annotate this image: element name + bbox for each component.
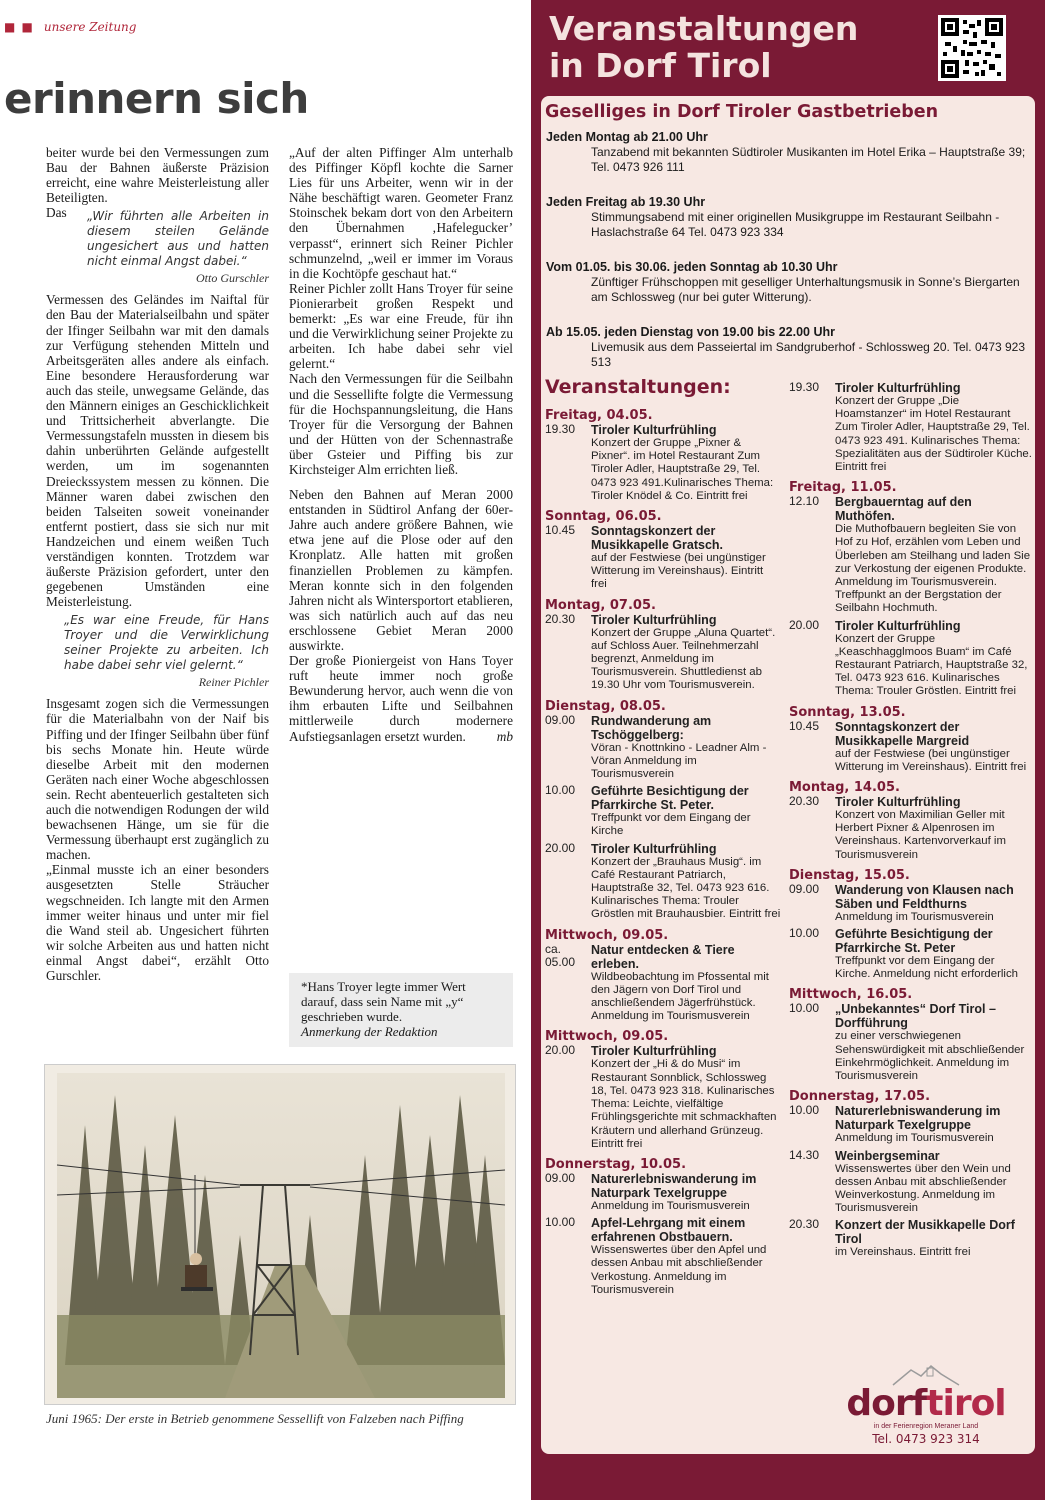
event-text: Konzert der Gruppe „Keaschhagglmoos Buam“ im Café Restaurant Patriarch, Hauptstraße 32, Tel. 0473 923 616. Kulinarisches Thema: Trouler Gröstlen. Eintritt frei	[835, 632, 1028, 698]
pull-quote-text: „Wir führten alle Arbeiten in diesem steilen Gelände ungesichert aus und hatten nicht einmal Angst dabei.“	[87, 209, 269, 269]
event-body	[591, 423, 781, 503]
event-text: Anmeldung im Tourismusverein	[835, 1132, 994, 1145]
event-body	[835, 619, 1033, 699]
event-title: Konzert der Musikkapelle Dorf Tirol	[835, 1218, 1015, 1247]
dorftirol-logo	[831, 1364, 1021, 1446]
panel-title	[549, 10, 858, 84]
pull-quote-text: „Es war eine Freude, für Hans Troyer und die Verwirklichung seiner Projekte zu arbeiten. Ich habe dabei sehr viel gelernt.“	[64, 613, 269, 673]
event-time: 20.30	[545, 611, 576, 626]
event-text: Anmeldung im Tourismusverein	[835, 910, 994, 923]
event-body	[835, 1104, 1033, 1145]
event-title: „Unbekanntes“ Dorf Tirol – Dorfführung	[835, 1002, 996, 1031]
event-body	[835, 1002, 1033, 1083]
event-time: 10.00	[545, 783, 576, 798]
photo-caption: Juni 1965: Der erste in Betrieb genommene Sessellift von Falzeben nach Piffing	[46, 1411, 464, 1426]
event-body	[591, 714, 781, 782]
editor-note-text: *Hans Troyer legte immer Wert darauf, dass sein Name mit „y“ geschrieben wurde.	[301, 979, 466, 1024]
event-item	[789, 883, 1033, 924]
event-item	[545, 423, 781, 503]
pull-quote-author: Otto Gurschler	[196, 271, 269, 286]
event-item	[545, 784, 781, 838]
event-text: Wissenswertes über den Apfel und dessen Anbau mit abschließender Verkostung. Anmeldung im Tourismusverein	[591, 1244, 767, 1296]
event-text: auf der Festwiese (bei ungünstiger Witterung im Vereinshaus). Eintritt frei	[835, 747, 1027, 773]
paragraph: beiter wurde bei den Vermessungen zum Bau der Bahnen äußerste Präzision erreicht, eine wahre Meisterleistung aller Beteiligten.	[46, 145, 269, 206]
event-text: Anmeldung im Tourismusverein	[591, 1199, 750, 1212]
logo-subtitle: in der Ferienregion Meraner Land	[873, 1423, 979, 1430]
event-title: Wanderung von Klausen nach Säben und Feldthurns	[835, 882, 1014, 911]
event-title: Sonntagskonzert der Musikkapelle Margreid	[835, 719, 970, 748]
event-time: 09.00	[545, 1170, 576, 1185]
gastro-when: Vom 01.05. bis 30.06. jeden Sonntag ab 10.30 Uhr	[546, 260, 838, 274]
event-body	[591, 1044, 781, 1150]
event-title: Natur entdecken & Tiere erleben.	[591, 942, 735, 971]
event-item	[789, 927, 1033, 981]
event-text: Konzert von Maximilian Geller mit Herbert Pixner & Alpenrosen im Vereinshaus. Kartenvorverkauf im Tourismusverein	[835, 809, 1006, 861]
headline: erinnern sich	[4, 74, 309, 123]
event-body	[835, 1218, 1033, 1259]
event-body	[835, 927, 1033, 981]
event-time: 20.30	[789, 1217, 820, 1232]
event-time: 09.00	[789, 881, 820, 896]
event-text: Wissenswertes über den Wein und dessen Anbau mit abschließender Weinverkostung. Anmeldung im Tourismusverein	[835, 1162, 1011, 1215]
event-day-heading: Dienstag, 15.05.	[789, 867, 910, 883]
paragraph	[46, 609, 269, 862]
gastro-list	[546, 130, 1030, 390]
event-item	[789, 381, 1033, 474]
event-item	[545, 613, 781, 693]
event-time: 20.30	[789, 794, 820, 809]
event-item	[789, 1218, 1033, 1259]
event-day-heading: Sonntag, 06.05.	[545, 509, 662, 525]
event-text: Konzert der Gruppe „Pixner & Pixner“. im Hotel Restaurant Zum Tiroler Adler, Hauptstraße 29, Tel. 0473 923 491.Kulinarisches Thema: Tiroler Knödel & Co. Eintritt frei	[591, 437, 774, 502]
gastro-item	[546, 325, 1030, 370]
event-text: Treffpunkt vor dem Eingang der Kirche. Anmeldung nicht erforderlich	[835, 955, 1018, 981]
event-time: 20.00	[545, 1043, 576, 1058]
author-signature: mb	[496, 728, 513, 744]
event-day-heading: Dienstag, 08.05.	[545, 698, 666, 714]
event-time: 20.00	[789, 617, 820, 632]
event-item	[545, 714, 781, 782]
event-text: auf der Festwiese (bei ungünstiger Witterung im Vereinshaus). Eintritt frei	[591, 552, 766, 591]
event-text: Die Muthofbauern begleiten Sie von Hof zu Hof, erzählen vom Leben und Überleben am Steilhang und laden Sie zur Verkostung der eigenen Produkte. Anmeldung im Tourismusverein. Treffpunkt an der Bergstation der Seilbahn Hochmuth.	[835, 523, 1031, 615]
event-item	[789, 495, 1033, 615]
event-time: 19.30	[545, 422, 576, 436]
event-item	[789, 1149, 1033, 1216]
event-item	[789, 1104, 1033, 1145]
event-body	[591, 1172, 781, 1213]
gastro-when: Jeden Freitag ab 19.30 Uhr	[546, 195, 706, 209]
event-title: Tiroler Kulturfrühling	[591, 423, 717, 437]
photo-illustration	[45, 1065, 516, 1405]
event-day-heading: Mittwoch, 09.05.	[545, 927, 669, 943]
event-time: 10.00	[789, 1001, 820, 1016]
event-time: 10.00	[545, 1215, 576, 1230]
event-text: zu einer verschwiegenen Sehenswürdigkeit mit abschließender Einkehrmöglichkeit. Anmeldung im Tourismusverein	[835, 1030, 1025, 1083]
pull-quote-author: Reiner Pichler	[198, 675, 269, 690]
paragraph-text: Insgesamt zogen sich die Vermessungen für die Materialbahn von der Naif bis Piffing und der Ifinger Seilbahn über fünf bis sechs Monate hin. Heute würde dieselbe Arbeit mit den modernen Geräten nach einer Woche abgeschlossen sein. Recht abenteuerlich gestalteten sich auch die notwendigen Rodungen der wild bewachsenen Hänge, um sie für die Vermessung überhaupt erst zugänglich zu machen.	[46, 696, 269, 863]
event-title: Tiroler Kulturfrühling	[591, 1044, 717, 1059]
event-title: Bergbauerntag auf den Muthöfen.	[835, 495, 972, 524]
paragraph: „Auf der alten Piffinger Alm unterhalb des Piffinger Köpfl kochte die Sarner Lies für uns Arbeiter, wenn wir in der Nähe beschäftigt waren. Geometer Franz Stoinschek bekam dort von den Arbeitern den Übernahmen ‚Hafelegucker’ verpasst“, erinnert sich Reiner Pichler schmunzelnd, „weil er immer im Voraus in die Kochtöpfe geschaut hat.“	[289, 145, 513, 281]
logo-phone: Tel. 0473 923 314	[872, 1432, 980, 1446]
event-time: 10.00	[789, 1103, 820, 1118]
brand-dots: ■ ■	[4, 20, 34, 34]
event-title: Rundwanderung am Tschöggelberg:	[591, 713, 712, 742]
panel-title-line-2: in Dorf Tirol	[549, 46, 772, 85]
event-item	[545, 1216, 781, 1297]
event-title: Tiroler Kulturfrühling	[835, 795, 961, 810]
event-time: 10.00	[789, 926, 820, 941]
event-item	[789, 795, 1033, 862]
event-day-heading: Sonntag, 13.05.	[789, 704, 906, 720]
logo-wordmark	[831, 1383, 1021, 1424]
gastro-desc: Tanzabend mit bekannten Südtiroler Musikanten im Hotel Erika – Hauptstraße 39; Tel. 0473 926 111	[591, 145, 1026, 174]
event-item	[545, 1172, 781, 1213]
event-title: Geführte Besichtigung der Pfarrkirche St. Peter	[835, 927, 993, 956]
event-day-heading: Freitag, 04.05.	[545, 408, 653, 423]
event-time: ca. 05.00	[545, 941, 576, 969]
panel-title-line-1: Veranstaltungen	[549, 9, 859, 48]
editor-note-sign: Anmerkung der Redaktion	[301, 1024, 438, 1039]
historic-photo-chairlift	[44, 1064, 516, 1405]
event-title: Naturerlebniswanderung im Naturpark Texelgruppe	[591, 1171, 757, 1200]
event-title: Geführte Besichtigung der Pfarrkirche St. Peter.	[591, 784, 749, 813]
logo-word-tirol: tirol	[926, 1383, 1006, 1424]
event-day-heading: Donnerstag, 10.05.	[545, 1156, 687, 1172]
event-title: Apfel-Lehrgang mit einem erfahrenen Obstbauern.	[591, 1216, 746, 1245]
event-time: 10.45	[789, 718, 820, 733]
events-panel	[531, 0, 1045, 1500]
event-text: Konzert der „Hi & do Musi“ im Restaurant Sonnblick, Schlossweg 18, Tel. 0473 923 318. Kulinarisches Thema: Leichte, vielfältige Frühlingsgerichte mit schmackhaften Kräutern und allerhand Grünzeug. Eintritt frei	[591, 1058, 777, 1150]
publication-brand	[4, 20, 136, 34]
event-time: 10.45	[545, 523, 576, 538]
events-card	[541, 96, 1035, 1454]
event-day-heading: Montag, 07.05.	[545, 597, 656, 613]
event-text: Konzert der Gruppe „Aluna Quartet“. auf Schloss Auer. Teilnehmerzahl begrenzt, Anmeldung im Tourismusverein. Shuttledienst ab 19.30 Uhr vom Tourismusverein.	[591, 626, 776, 692]
event-item	[545, 1044, 781, 1150]
event-day-heading: Mittwoch, 09.05.	[545, 1029, 669, 1045]
event-body	[835, 720, 1033, 774]
paragraph: „Einmal musste ich an einer besonders ausgesetzten Stelle Sträucher wegschneiden. Ich langte mit den Armen immer weiter hinaus und unter mir fiel die Wand steil ab. Ungesichert führten wir solche Arbeiten aus und hatten nicht einmal Angst dabei“, erzählt Otto Gurschler.	[46, 862, 269, 984]
event-title: Naturerlebniswanderung im Naturpark Texelgruppe	[835, 1104, 1001, 1133]
event-item	[545, 842, 781, 922]
event-item	[789, 720, 1033, 774]
gastro-desc: Stimmungsabend mit einer originellen Musikgruppe im Restaurant Seilbahn - Haslachstraße 64 Tel. 0473 923 334	[591, 210, 1000, 239]
event-day-heading: Montag, 14.05.	[789, 780, 900, 796]
event-item	[789, 1002, 1033, 1083]
event-body	[835, 795, 1033, 862]
event-time: 12.10	[789, 494, 820, 509]
event-title: Tiroler Kulturfrühling	[591, 612, 717, 627]
paragraph: Reiner Pichler zollt Hans Troyer für seine Pionierarbeit großen Respekt und bemerkt: „Es war eine Freude, für ihn und die Verwirklichung seiner Projekte zu arbeiten. Ich habe dabei sehr viel gelernt.“	[289, 280, 513, 372]
event-item	[545, 524, 781, 592]
event-title: Sonntagskonzert der Musikkapelle Gratsch.	[591, 524, 724, 553]
event-title: Tiroler Kulturfrühling	[835, 381, 961, 395]
gastro-when: Jeden Montag ab 21.00 Uhr	[546, 130, 708, 144]
gastro-item	[546, 260, 1030, 305]
event-text: Konzert der Gruppe „Die Hoamstanzer“ im Hotel Restaurant Zum Tiroler Adler, Hauptstraße 29, Tel. 0473 923 491. Kulinarisches Thema: Spezialitäten aus der Südtiroler Küche. Eintritt frei	[835, 395, 1032, 474]
article-column-2	[289, 145, 513, 744]
events-column-left	[545, 408, 781, 1300]
event-body	[835, 883, 1033, 924]
event-item	[789, 619, 1033, 699]
event-body	[835, 495, 1033, 615]
events-column-right	[789, 381, 1033, 1263]
event-time: 09.00	[545, 712, 576, 727]
event-text: im Vereinshaus. Eintritt frei	[835, 1246, 971, 1259]
event-day-heading: Donnerstag, 17.05.	[789, 1089, 931, 1105]
gastro-when: Ab 15.05. jeden Dienstag von 19.00 bis 22.00 Uhr	[546, 325, 836, 339]
event-day-heading: Freitag, 11.05.	[789, 480, 897, 496]
event-item	[545, 943, 781, 1024]
event-title: Tiroler Kulturfrühling	[591, 841, 717, 856]
event-body	[835, 381, 1033, 474]
event-body	[835, 1149, 1033, 1216]
event-time: 14.30	[789, 1147, 820, 1162]
gastro-desc: Zünftiger Frühschoppen mit geselliger Unterhaltungsmusik in Sonne’s Biergarten am Schlossweg (nur bei guter Witterung).	[591, 275, 1020, 304]
events-heading: Veranstaltungen:	[545, 376, 731, 398]
event-title: Weinbergseminar	[835, 1148, 940, 1163]
brand-name: unsere Zeitung	[43, 20, 137, 34]
paragraph	[46, 205, 269, 609]
event-time: 20.00	[545, 840, 576, 855]
event-title: Tiroler Kulturfrühling	[835, 618, 961, 633]
pull-quote-2	[64, 613, 269, 690]
gastro-item	[546, 195, 1030, 240]
event-body	[591, 784, 781, 838]
paragraph-text: Der große Pioniergeist von Hans Toyer ruft heute immer noch große Bewunderung hervor, auch wenn die von ihm erbauten Lifte und Seilbahnen mittlerweile durch modernere Aufstiegsanlagen ersetzt wurden.	[289, 653, 513, 744]
qr-code-icon[interactable]	[938, 15, 1006, 81]
paragraph-text: Das Vermessen des Geländes im Naiftal für den Bau der Materialseilbahn und später der Ifinger Seilbahn war mit den damals zur Verfügung stehenden Mitteln und Arbeitsgeräten alles andere als einfach. Eine besondere Herausforderung war auch das steile, unwegsame Gelände, das den Männern einiges an Geschicklichkeit und Trittsicherheit abverlangte. Die Vermessungstafeln mussten in diesem bis dahin unberührten Gelände aufgestellt werden, um im sogenannten Dreieckssystem messen zu können. Die Männer waren dabei zwischen den beiden Talseiten soweit voneinander entfernt postiert, dass sie sich nur mit Handzeichen und einem weißen Tuch verständigen konnten. Trotzdem war äußerste Präzision gefordert, unter den gegebenen Umständen eine Meisterleistung.	[46, 205, 269, 610]
event-body	[591, 943, 781, 1024]
paragraph: Neben den Bahnen auf Meran 2000 entstanden in Südtirol Anfang der 60er-Jahre auch andere größere Bahnen, wie etwa jene auf die Plose oder auf den Kronplatz. Alle hatten mit großen finanziellen Problemen zu kämpfen. Meran konnte sich in den folgenden Jahren nicht als Wintersportort etablieren, was sich natürlich auch auf das neu erschlossene Gebiet Meran 2000 auswirkte.	[289, 487, 513, 653]
event-body	[591, 842, 781, 922]
pull-quote-1	[87, 209, 269, 286]
article-column-1	[46, 145, 269, 983]
event-text: Treffpunkt vor dem Eingang der Kirche	[591, 812, 751, 838]
gastro-desc: Livemusik aus dem Passeiertal im Sandgruberhof - Schlossweg 20. Tel. 0473 923 513	[591, 340, 1026, 369]
event-body	[591, 1216, 781, 1297]
paragraph: Nach den Vermessungen für die Seilbahn und die Sessellifte folgte die Vermessung für die Hochspannungsleitung, die Hans Troyer für die Versorgung der Bahnen und der Hütten von der Schennastraße über Gsteier und Piffing bis zur Kirchsteiger Alm errichten ließ.	[289, 371, 513, 477]
gastro-item	[546, 130, 1030, 175]
event-text: Wildbeobachtung im Pfossental mit den Jägern von Dorf Tirol und anschließendem Jägerfrühstück. Anmeldung im Tourismusverein	[591, 970, 769, 1023]
gastro-title: Geselliges in Dorf Tiroler Gastbetrieben	[545, 102, 939, 122]
event-body	[591, 613, 781, 693]
paragraph	[289, 653, 513, 744]
logo-word-dorf: dorf	[846, 1383, 927, 1424]
event-text: Vöran - Knottnkino - Leadner Alm - Vöran Anmeldung im Tourismusverein	[591, 741, 767, 781]
event-text: Konzert der „Brauhaus Musig“. im Café Restaurant Patriarch, Hauptstraße 32, Tel. 0473 923 616. Kulinarisches Thema: Trouler Gröstlen mit Brauhausbier. Eintritt frei	[591, 855, 781, 921]
event-body	[591, 524, 781, 592]
editor-note	[289, 973, 513, 1047]
event-day-heading: Mittwoch, 16.05.	[789, 987, 913, 1003]
event-time: 19.30	[789, 380, 820, 394]
qr-code-graphic	[941, 18, 1003, 78]
